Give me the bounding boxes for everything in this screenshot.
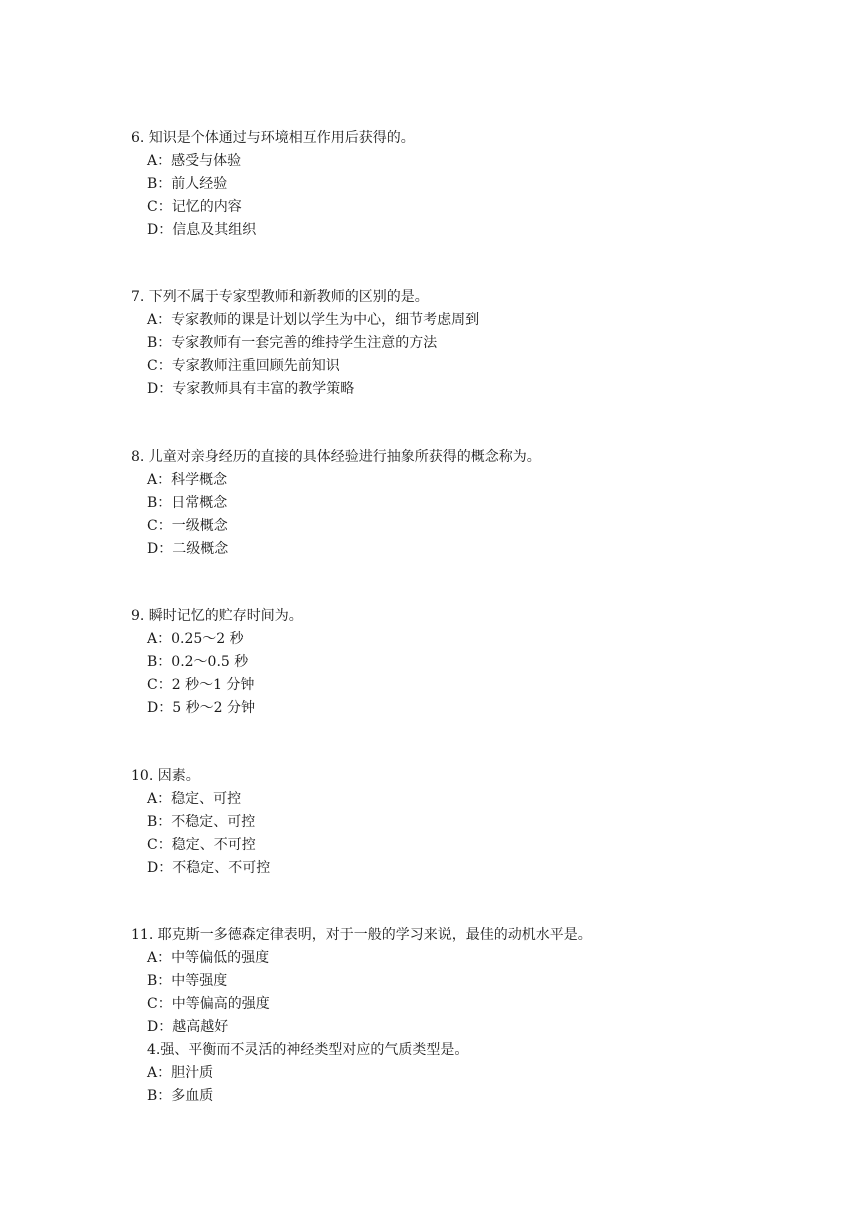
option-b: B：多血质: [147, 1088, 214, 1104]
option-d: D：5 秒～2 分钟: [147, 700, 255, 716]
question-stem: 4.强、平衡而不灵活的神经类型对应的气质类型是。: [147, 1042, 469, 1058]
option-c: C：2 秒～1 分钟: [147, 677, 255, 693]
option-a: A：胆汁质: [147, 1065, 214, 1081]
option-c: C：稳定、不可控: [147, 837, 256, 853]
option-b: B：中等强度: [147, 973, 228, 989]
question-stem: 7. 下列不属于专家型教师和新教师的区别的是。: [131, 289, 429, 305]
option-c: C：记忆的内容: [147, 199, 242, 215]
option-a: A：专家教师的课是计划以学生为中心，细节考虑周到: [147, 312, 480, 328]
option-b: B：专家教师有一套完善的维持学生注意的方法: [147, 335, 438, 351]
option-b: B：日常概念: [147, 495, 228, 511]
option-d: D：信息及其组织: [147, 222, 257, 238]
option-a: A：感受与体验: [147, 153, 242, 169]
option-c: C：一级概念: [147, 518, 228, 534]
question-stem: 11. 耶克斯一多德森定律表明，对于一般的学习来说，最佳的动机水平是。: [131, 927, 592, 943]
option-b: B：前人经验: [147, 176, 228, 192]
question-stem: 8. 儿童对亲身经历的直接的具体经验进行抽象所获得的概念称为。: [131, 449, 541, 465]
option-d: D：专家教师具有丰富的教学策略: [147, 381, 355, 397]
option-a: A：稳定、可控: [147, 791, 242, 807]
option-d: D：二级概念: [147, 541, 229, 557]
question-stem: 6. 知识是个体通过与环境相互作用后获得的。: [131, 130, 415, 146]
option-a: A：中等偏低的强度: [147, 950, 270, 966]
question-stem: 9. 瞬时记忆的贮存时间为。: [131, 608, 303, 624]
option-c: C：专家教师注重回顾先前知识: [147, 358, 340, 374]
option-a: A：科学概念: [147, 472, 228, 488]
option-d: D：不稳定、不可控: [147, 860, 271, 876]
option-d: D：越高越好: [147, 1019, 229, 1035]
option-b: B：0.2～0.5 秒: [147, 654, 249, 670]
option-c: C：中等偏高的强度: [147, 996, 270, 1012]
question-stem: 10. 因素。: [131, 768, 200, 784]
option-b: B：不稳定、可控: [147, 814, 256, 830]
option-a: A：0.25～2 秒: [147, 631, 244, 647]
